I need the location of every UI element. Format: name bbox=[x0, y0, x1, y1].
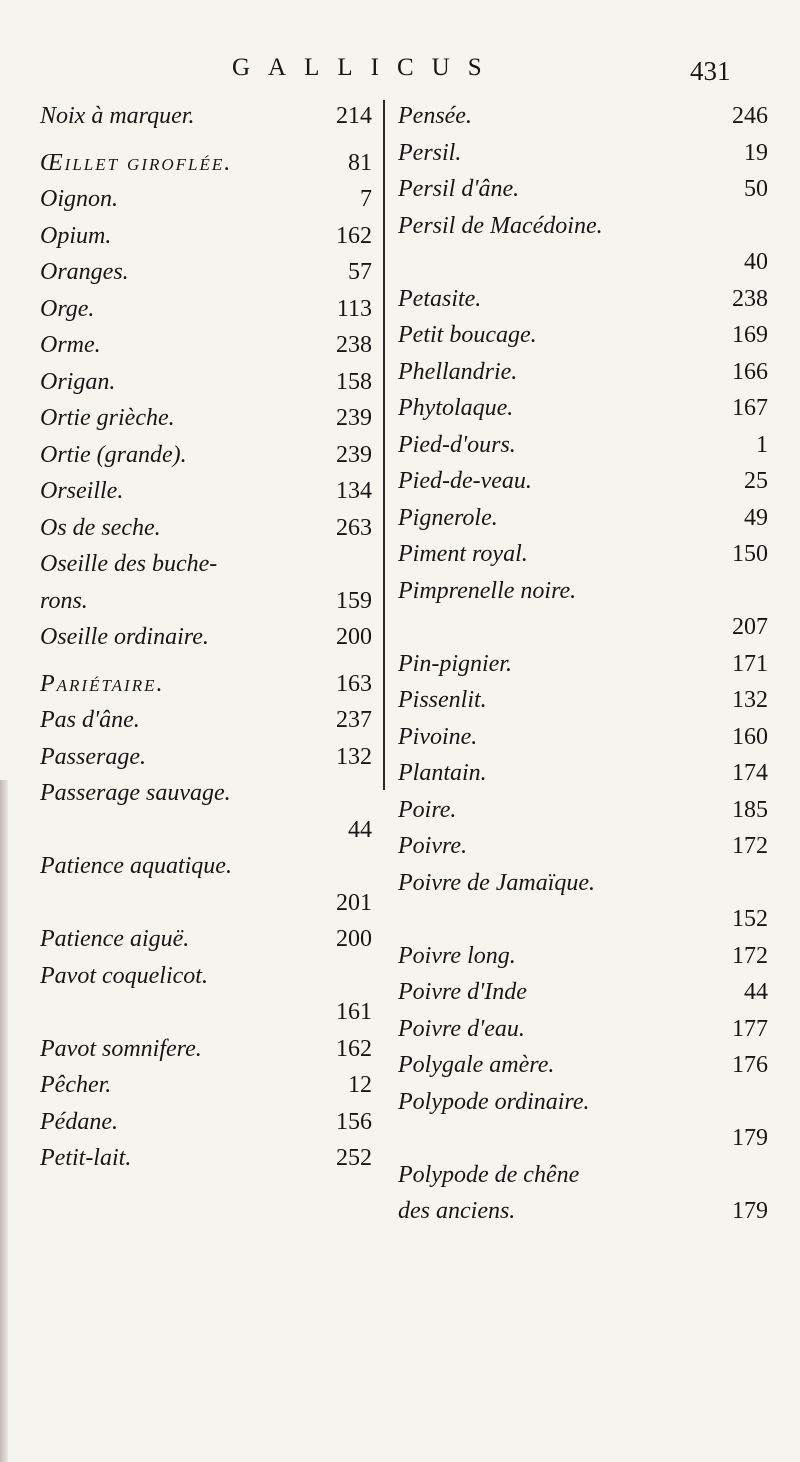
index-entry bbox=[398, 1193, 768, 1230]
entry-term: Pariétaire. bbox=[40, 670, 165, 697]
index-entry bbox=[398, 536, 768, 573]
entry-page-number: 152 bbox=[732, 906, 768, 932]
index-entry bbox=[40, 1031, 372, 1068]
entry-page-number: 246 bbox=[732, 103, 768, 129]
left-index-column bbox=[40, 98, 372, 1177]
entry-page-number: 179 bbox=[732, 1198, 768, 1224]
entry-term: Petit boucage. bbox=[398, 322, 537, 348]
entry-page-number: 238 bbox=[732, 285, 768, 312]
entry-term: rons. bbox=[40, 587, 88, 614]
entry-page-number: 179 bbox=[732, 1125, 768, 1151]
index-entry bbox=[398, 792, 768, 829]
index-entry bbox=[398, 463, 768, 500]
index-entry bbox=[40, 145, 372, 182]
entry-term: Poivre. bbox=[398, 833, 468, 859]
index-entry bbox=[40, 400, 372, 437]
index-entry bbox=[40, 1067, 372, 1104]
column-divider bbox=[383, 100, 385, 790]
index-entry bbox=[398, 974, 768, 1011]
entry-page-number: 150 bbox=[732, 541, 768, 567]
entry-term: Oignon. bbox=[40, 186, 118, 212]
entry-page-number: 132 bbox=[732, 687, 768, 713]
index-entry bbox=[398, 98, 768, 135]
entry-term: Passerage sauvage. bbox=[40, 780, 231, 806]
index-entry bbox=[398, 682, 768, 719]
entry-term: Orme. bbox=[40, 332, 101, 358]
entry-page-number: 200 bbox=[336, 624, 372, 650]
index-entry bbox=[40, 583, 372, 620]
index-entry bbox=[398, 500, 768, 537]
entry-page-number: 163 bbox=[336, 670, 372, 697]
index-entry bbox=[40, 994, 372, 1031]
entry-term: Orseille. bbox=[40, 478, 124, 504]
index-entry bbox=[40, 546, 372, 583]
entry-page-number: 214 bbox=[336, 103, 372, 129]
index-entry bbox=[398, 828, 768, 865]
index-entry bbox=[40, 775, 372, 812]
entry-page-number: 200 bbox=[336, 926, 372, 952]
entry-term: Phellandrie. bbox=[398, 358, 518, 385]
index-entry bbox=[398, 1047, 768, 1084]
entry-term: Poivre long. bbox=[398, 942, 516, 969]
page-header bbox=[0, 54, 800, 94]
entry-page-number: 81 bbox=[348, 149, 372, 176]
entry-page-number: 252 bbox=[336, 1145, 372, 1171]
entry-term: Persil. bbox=[398, 139, 462, 166]
entry-term: Pêcher. bbox=[40, 1072, 112, 1098]
index-entry bbox=[40, 291, 372, 328]
index-entry bbox=[398, 390, 768, 427]
entry-term: Pensée. bbox=[398, 103, 472, 129]
index-entry bbox=[398, 609, 768, 646]
running-title: GALLICUS bbox=[232, 54, 500, 81]
index-entry bbox=[398, 573, 768, 610]
entry-page-number: 159 bbox=[336, 587, 372, 614]
entry-page-number: 201 bbox=[336, 889, 372, 916]
entry-page-number: 156 bbox=[336, 1108, 372, 1135]
entry-page-number: 50 bbox=[744, 176, 768, 202]
entry-page-number: 44 bbox=[744, 979, 768, 1005]
entry-term: Pin-pignier. bbox=[398, 650, 512, 677]
entry-term: Ortie grièche. bbox=[40, 405, 175, 431]
index-entry bbox=[40, 364, 372, 401]
entry-page-number: 239 bbox=[336, 441, 372, 468]
entry-page-number: 161 bbox=[336, 999, 372, 1025]
entry-page-number: 172 bbox=[732, 833, 768, 859]
entry-page-number: 40 bbox=[744, 249, 768, 275]
entry-term: Pavot somnifere. bbox=[40, 1035, 202, 1062]
entry-term: Polypode ordinaire. bbox=[398, 1088, 590, 1115]
index-entry bbox=[40, 666, 372, 703]
entry-page-number: 166 bbox=[732, 358, 768, 385]
entry-page-number: 57 bbox=[348, 259, 372, 285]
index-entry bbox=[40, 921, 372, 958]
index-entry bbox=[40, 98, 372, 135]
entry-term: Oseille des buche- bbox=[40, 551, 218, 577]
entry-page-number: 239 bbox=[336, 405, 372, 431]
entry-term: Piment royal. bbox=[398, 541, 528, 567]
index-entry bbox=[40, 510, 372, 547]
entry-term: Pied-d'ours. bbox=[398, 431, 516, 458]
index-entry bbox=[398, 901, 768, 938]
page-number: 431 bbox=[690, 56, 731, 86]
entry-page-number: 176 bbox=[732, 1052, 768, 1078]
entry-term: Origan. bbox=[40, 368, 116, 395]
entry-term: Persil de Macédoine. bbox=[398, 212, 603, 239]
entry-term: Poivre d'Inde bbox=[398, 979, 527, 1005]
entry-term: Oranges. bbox=[40, 259, 129, 285]
entry-term: Polygale amère. bbox=[398, 1052, 555, 1078]
entry-term: Petit-lait. bbox=[40, 1145, 132, 1171]
right-index-column bbox=[398, 98, 768, 1230]
entry-page-number: 7 bbox=[360, 186, 372, 212]
entry-term: Pédane. bbox=[40, 1108, 118, 1135]
index-entry bbox=[40, 181, 372, 218]
index-entry bbox=[40, 473, 372, 510]
entry-term: Patience aquatique. bbox=[40, 853, 232, 879]
entry-page-number: 162 bbox=[336, 222, 372, 249]
index-entry bbox=[40, 218, 372, 255]
index-entry bbox=[398, 427, 768, 464]
index-entry bbox=[398, 719, 768, 756]
entry-page-number: 113 bbox=[336, 295, 372, 322]
entry-page-number: 132 bbox=[336, 743, 372, 770]
index-entry bbox=[40, 739, 372, 776]
index-entry bbox=[40, 885, 372, 922]
entry-term: Petasite. bbox=[398, 285, 482, 312]
page-edge-shadow bbox=[0, 780, 8, 1462]
index-entry bbox=[40, 327, 372, 364]
entry-term: Ortie (grande). bbox=[40, 441, 187, 468]
entry-term: Poivre de Jamaïque. bbox=[398, 869, 596, 896]
index-entry bbox=[40, 254, 372, 291]
entry-term: Orge. bbox=[40, 295, 95, 322]
entry-term: des anciens. bbox=[398, 1198, 516, 1224]
entry-term: Pimprenelle noire. bbox=[398, 577, 577, 604]
entry-term: Pas d'âne. bbox=[40, 707, 140, 733]
index-entry bbox=[398, 317, 768, 354]
entry-term: Pied-de-veau. bbox=[398, 468, 532, 494]
entry-page-number: 207 bbox=[732, 614, 768, 640]
index-entry bbox=[398, 865, 768, 902]
entry-term: Pivoine. bbox=[398, 723, 478, 750]
index-entry bbox=[398, 755, 768, 792]
entry-term: Œillet giroflée. bbox=[40, 149, 233, 176]
entry-page-number: 44 bbox=[348, 816, 372, 843]
entry-page-number: 237 bbox=[336, 707, 372, 733]
entry-term: Pissenlit. bbox=[398, 687, 487, 713]
index-entry bbox=[398, 1157, 768, 1194]
index-entry bbox=[40, 1104, 372, 1141]
entry-term: Poire. bbox=[398, 796, 457, 823]
entry-page-number: 1 bbox=[756, 431, 768, 458]
entry-page-number: 162 bbox=[336, 1035, 372, 1062]
index-entry bbox=[40, 958, 372, 995]
index-entry bbox=[40, 812, 372, 849]
entry-page-number: 134 bbox=[336, 478, 372, 504]
entry-term: Plantain. bbox=[398, 760, 487, 786]
index-entry bbox=[398, 171, 768, 208]
entry-page-number: 49 bbox=[744, 504, 768, 531]
entry-page-number: 12 bbox=[348, 1072, 372, 1098]
index-entry bbox=[40, 619, 372, 656]
entry-term: Patience aiguë. bbox=[40, 926, 190, 952]
entry-term: Poivre d'eau. bbox=[398, 1015, 525, 1042]
entry-page-number: 19 bbox=[744, 139, 768, 166]
index-entry bbox=[40, 702, 372, 739]
index-entry bbox=[398, 1011, 768, 1048]
entry-term: Opium. bbox=[40, 222, 112, 249]
entry-term: Noix à marquer. bbox=[40, 103, 195, 129]
entry-term: Pignerole. bbox=[398, 504, 498, 531]
entry-term: Passerage. bbox=[40, 743, 146, 770]
entry-term: Polypode de chêne bbox=[398, 1161, 580, 1188]
entry-page-number: 185 bbox=[732, 796, 768, 823]
entry-page-number: 25 bbox=[744, 468, 768, 494]
index-entry bbox=[398, 1084, 768, 1121]
entry-page-number: 172 bbox=[732, 942, 768, 969]
entry-term: Phytolaque. bbox=[398, 395, 514, 421]
entry-page-number: 171 bbox=[732, 650, 768, 677]
index-entry bbox=[398, 1120, 768, 1157]
entry-page-number: 158 bbox=[336, 368, 372, 395]
index-entry bbox=[398, 938, 768, 975]
entry-term: Os de seche. bbox=[40, 514, 161, 541]
entry-page-number: 160 bbox=[732, 723, 768, 750]
index-entry bbox=[398, 281, 768, 318]
index-entry bbox=[398, 646, 768, 683]
index-entry bbox=[398, 244, 768, 281]
entry-page-number: 238 bbox=[336, 332, 372, 358]
entry-page-number: 174 bbox=[732, 760, 768, 786]
entry-page-number: 169 bbox=[732, 322, 768, 348]
index-entry bbox=[398, 208, 768, 245]
index-entry bbox=[40, 848, 372, 885]
index-entry bbox=[398, 135, 768, 172]
entry-term: Pavot coquelicot. bbox=[40, 962, 208, 989]
entry-page-number: 167 bbox=[732, 395, 768, 421]
entry-term: Persil d'âne. bbox=[398, 176, 520, 202]
entry-page-number: 263 bbox=[336, 514, 372, 541]
index-entry bbox=[398, 354, 768, 391]
index-entry bbox=[40, 437, 372, 474]
entry-page-number: 177 bbox=[732, 1015, 768, 1042]
entry-term: Oseille ordinaire. bbox=[40, 624, 209, 650]
index-entry bbox=[40, 1140, 372, 1177]
